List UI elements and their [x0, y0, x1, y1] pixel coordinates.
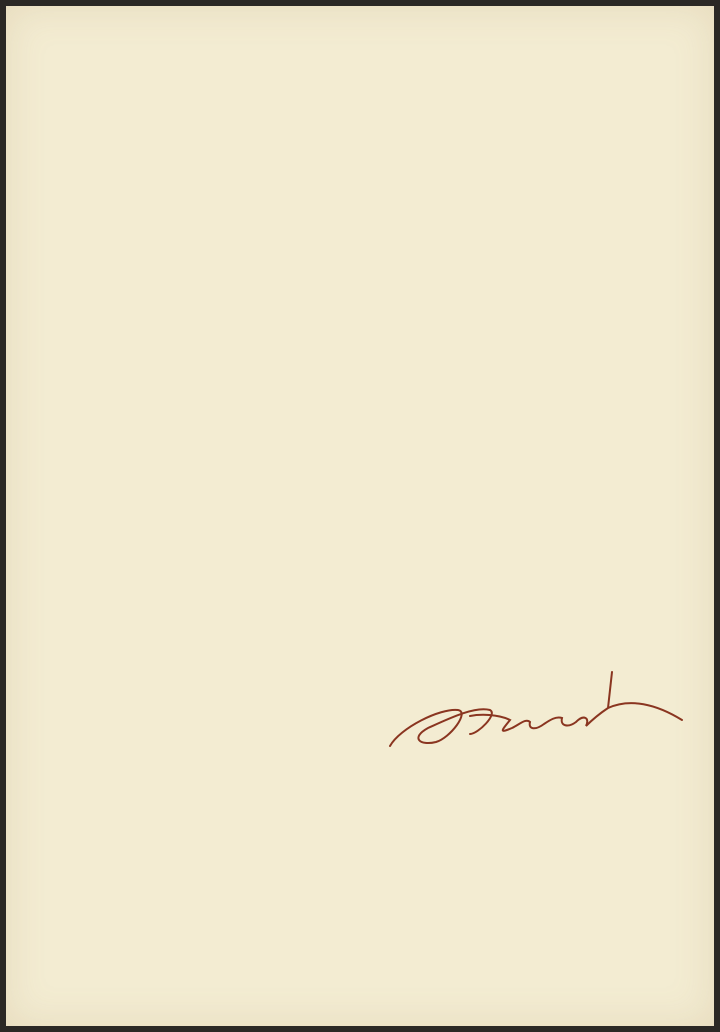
letter-page [6, 6, 714, 1026]
ornamental-border-left [24, 118, 58, 998]
ornamental-border-top [24, 88, 676, 118]
signature-stroke [390, 672, 682, 746]
signature [380, 668, 690, 760]
dateline [364, 118, 378, 134]
